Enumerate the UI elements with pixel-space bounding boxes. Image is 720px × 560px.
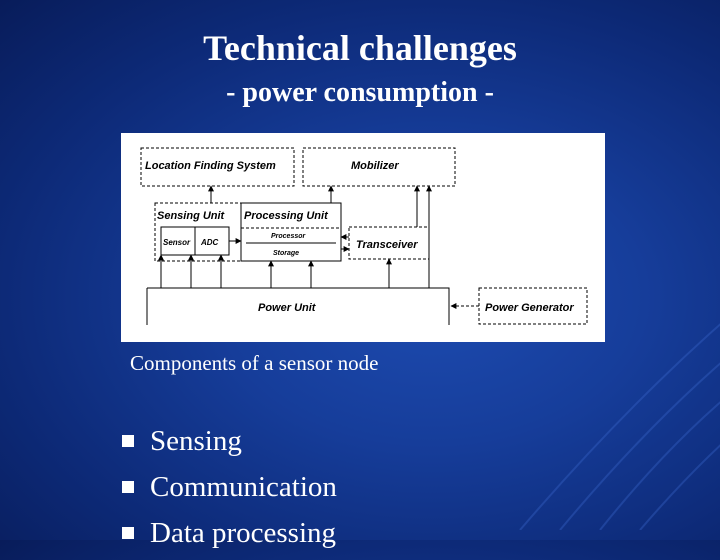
bullet-text: Communication: [150, 471, 337, 503]
transceiver-label: Transceiver: [356, 239, 418, 251]
figure-caption: Components of a sensor node: [130, 351, 379, 375]
square-bullet-icon: [122, 527, 134, 539]
sensor-label: Sensor: [163, 238, 191, 247]
power-generator-label: Power Generator: [485, 302, 574, 314]
slide-title: Technical challenges: [203, 28, 517, 68]
power-unit-label: Power Unit: [258, 302, 316, 314]
square-bullet-icon: [122, 481, 134, 493]
mobilizer-label: Mobilizer: [351, 160, 399, 172]
processor-label: Processor: [271, 233, 306, 240]
storage-label: Storage: [273, 250, 300, 257]
bullet-text: Sensing: [150, 425, 242, 457]
sensing-unit-label: Sensing Unit: [157, 210, 225, 222]
bullet-text: Data processing: [150, 517, 337, 549]
sensor-node-diagram: [121, 133, 605, 342]
adc-label: ADC: [201, 238, 219, 247]
square-bullet-icon: [122, 435, 134, 447]
slide-subtitle: - power consumption -: [226, 77, 494, 108]
processing-unit-label: Processing Unit: [244, 210, 328, 222]
location-finding-system-label: Location Finding System: [145, 160, 276, 172]
